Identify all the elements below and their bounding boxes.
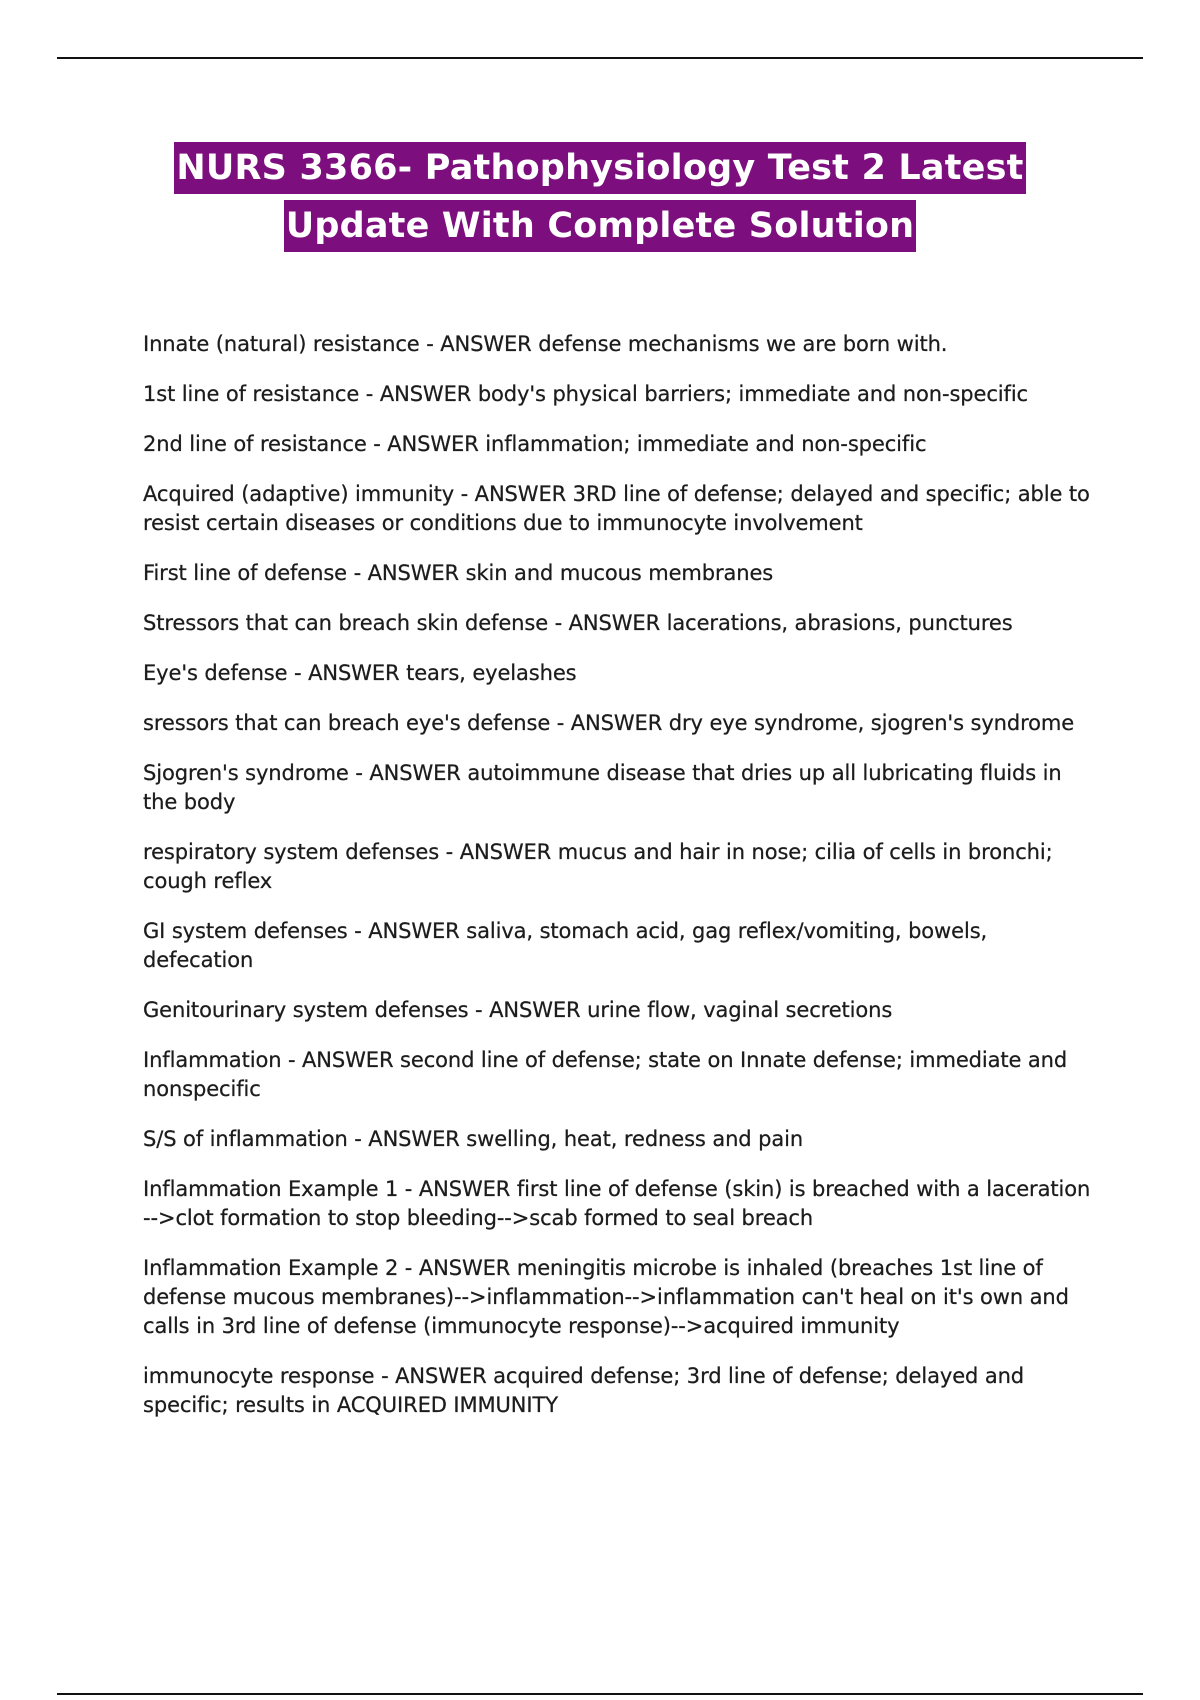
qa-item: 1st line of resistance - ANSWER body's physical barriers; immediate and non-specific xyxy=(143,382,1028,406)
qa-item: 2nd line of resistance - ANSWER inflammation; immediate and non-specific xyxy=(143,432,927,456)
document-title xyxy=(0,142,1200,252)
qa-item: Genitourinary system defenses - ANSWER urine flow, vaginal secretions xyxy=(143,998,893,1022)
title-line-1: NURS 3366- Pathophysiology Test 2 Latest xyxy=(174,142,1025,194)
qa-item: Innate (natural) resistance - ANSWER defense mechanisms we are born with. xyxy=(143,332,948,356)
qa-item: Inflammation - ANSWER second line of defense; state on Innate defense; immediate and nonspecific xyxy=(143,1048,1068,1101)
qa-item: Sjogren's syndrome - ANSWER autoimmune disease that dries up all lubricating fluids in the body xyxy=(143,761,1062,814)
title-line-2: Update With Complete Solution xyxy=(284,200,917,252)
qa-item: Eye's defense - ANSWER tears, eyelashes xyxy=(143,661,577,685)
qa-item: sressors that can breach eye's defense - ANSWER dry eye syndrome, sjogren's syndrome xyxy=(143,711,1075,735)
qa-item: immunocyte response - ANSWER acquired defense; 3rd line of defense; delayed and specific; results in ACQUIRED IMMUNITY xyxy=(143,1364,1025,1417)
bottom-divider xyxy=(57,1693,1143,1695)
qa-item: Stressors that can breach skin defense - ANSWER lacerations, abrasions, punctures xyxy=(143,611,1013,635)
qa-item: S/S of inflammation - ANSWER swelling, heat, redness and pain xyxy=(143,1127,804,1151)
qa-item: respiratory system defenses - ANSWER mucus and hair in nose; cilia of cells in bronchi; cough reflex xyxy=(143,840,1053,893)
qa-item: First line of defense - ANSWER skin and mucous membranes xyxy=(143,561,774,585)
qa-item: Inflammation Example 2 - ANSWER meningitis microbe is inhaled (breaches 1st line of defense mucous membranes)-->inflammation-->inflammation can't heal on it's own and calls in 3rd line of defense (immunocyte response)-->acquired immunity xyxy=(143,1256,1069,1338)
qa-item: Acquired (adaptive) immunity - ANSWER 3RD line of defense; delayed and specific; able to resist certain diseases or conditions due to immunocyte involvement xyxy=(143,482,1090,535)
top-divider xyxy=(57,57,1143,59)
qa-list xyxy=(143,330,1093,1441)
qa-item: GI system defenses - ANSWER saliva, stomach acid, gag reflex/vomiting, bowels, defecation xyxy=(143,919,988,972)
qa-item: Inflammation Example 1 - ANSWER first line of defense (skin) is breached with a laceration -->clot formation to stop bleeding-->scab formed to seal breach xyxy=(143,1177,1091,1230)
